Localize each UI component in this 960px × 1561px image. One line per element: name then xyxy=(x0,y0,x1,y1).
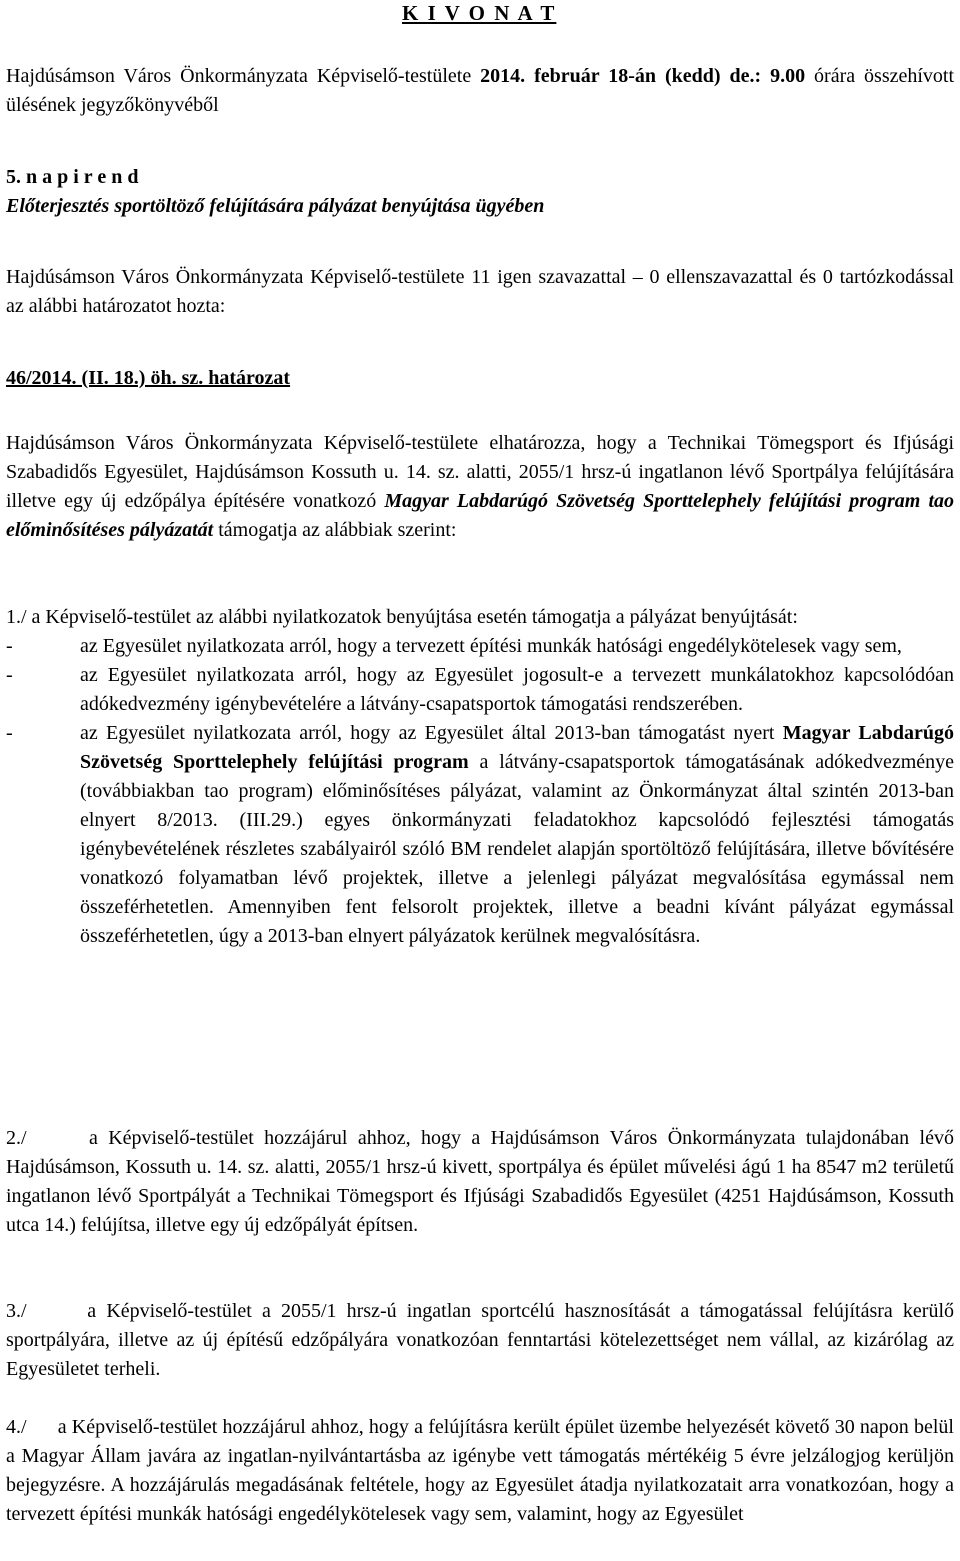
point-1 xyxy=(6,603,954,951)
resolution-id-block xyxy=(6,364,954,393)
point-2-text: 2./ a Képviselő-testület hozzájárul ahhoz, hogy a Hajdúsámson Város Önkormányzata tulajdonában lévő Hajdúsámson, Kossuth u. 14. sz. alatti, 2055/1 hrsz-ú kivett, sportpálya és épület művelési ágú 1 ha 8547 m2 területű ingatlanon lévő Sportpályát a Technikai Tömegsport és Ifjúsági Szabadidős Egyesület (4251 Hajdúsámson, Kossuth utca 14.) felújítsa, illetve egy új edzőpályát építsen. xyxy=(6,1127,959,1236)
point-1-item-3-rest: a látvány-csapatsportok támogatásának adókedvezménye (továbbiakban tao program) előminősítéses pályázat, valamint az Önkormányzat által szintén 2013-ban elnyert 8/2013. (III.29.) egyes önkormányzati feladatokhoz kapcsolódó fejlesztési támogatás igénybevételének részletes szabályairól szóló BM rendelet alapján sportöltöző felújítására, illetve bővítésére vonatkozó folyamatban lévő projektek, illetve a jelenlegi pályázat megvalósítása egymással nem összeférhetetlen. Amennyiben fent felsorolt projektek, illetve a beadni kívánt pályázat egymással összeférhetetlen, úgy a 2013-ban elnyert pályázatok kerülnek megvalósításra. xyxy=(80,751,955,947)
decision-program: Magyar Labdarúgó Szövetség Sporttelephely felújítási program tao előminősítéses pályázatát xyxy=(6,490,954,541)
list-dash: - xyxy=(6,722,13,744)
list-dash: - xyxy=(6,664,13,686)
document-title: K I V O N A T xyxy=(402,1,557,25)
point-1-item-3-lead: az Egyesület nyilatkozata arról, hogy az Egyesület által 2013-ban támogatást nyert xyxy=(80,722,775,744)
intro-rest: órára összehívott ülésének jegyzőkönyvéből xyxy=(6,65,955,116)
point-1-intro: 1./ a Képviselő-testület az alábbi nyilatkozatok benyújtása esetén támogatja a pályázat benyújtását: xyxy=(6,606,798,628)
point-4-text: 4./ a Képviselő-testület hozzájárul ahhoz, hogy a felújításra került épület üzembe helyezését követő 30 napon belül a Magyar Állam javára az ingatlan-nyilvántartásba az igénybe vett támogatás mértékéig 5 évre jelzálogjog kerüljön bejegyzésre. A hozzájárulás megadásának feltétele, hogy az Egyesület átadja nyilatkozatait arra vonatkozóan, hogy a tervezett építési munkák hatósági engedélykötelesek vagy sem, valamint, hogy az Egyesület xyxy=(6,1416,959,1525)
decision-text: Hajdúsámson Város Önkormányzata Képviselő-testülete elhatározza, hogy a Technikai Tömegsport és Ifjúsági Szabadidős Egyesület, Hajdúsámson Kossuth u. 14. sz. alatti, 2055/1 hrsz-ú ingatlanon lévő Sportpálya felújítására illetve egy új edzőpálya építésére vonatkozó xyxy=(6,432,954,512)
decision-support: támogatja az alábbiak szerint: xyxy=(218,519,457,541)
list-item xyxy=(6,632,954,661)
list-item xyxy=(6,661,954,719)
vote-text: Hajdúsámson Város Önkormányzata Képviselő-testülete 11 igen szavazattal – 0 ellenszavazattal és 0 tartózkodással az alábbi határozatot hozta: xyxy=(6,266,954,317)
intro-council: Hajdúsámson Város Önkormányzata Képviselő-testülete xyxy=(6,65,472,87)
intro-time: 9.00 xyxy=(770,65,806,87)
list-item xyxy=(6,719,954,951)
meeting-intro xyxy=(6,62,954,120)
intro-date: 2014. február 18-án (kedd) de.: xyxy=(480,65,762,87)
vote-paragraph xyxy=(6,263,954,321)
point-3 xyxy=(6,1297,959,1384)
decision-paragraph xyxy=(6,429,954,545)
resolution-id: 46/2014. (II. 18.) öh. sz. határozat xyxy=(6,367,291,389)
point-2 xyxy=(6,1124,959,1240)
agenda-title: Előterjesztés sportöltöző felújítására pályázat benyújtása ügyében xyxy=(6,195,545,217)
point-1-item-3-program: Magyar Labdarúgó Szövetség Sporttelephely felújítási program xyxy=(80,722,955,773)
agenda-header xyxy=(6,163,954,221)
point-1-item-1: az Egyesület nyilatkozata arról, hogy a tervezett építési munkák hatósági engedélykötelesek vagy sem, xyxy=(80,635,902,657)
point-4 xyxy=(6,1413,959,1529)
point-1-item-2: az Egyesület nyilatkozata arról, hogy az Egyesület jogosult-e a tervezett munkálatokhoz kapcsolódóan adókedvezmény igénybevételére a látvány-csapatsportok támogatási rendszerében. xyxy=(80,664,954,715)
list-dash: - xyxy=(6,635,13,657)
point-3-text: 3./ a Képviselő-testület a 2055/1 hrsz-ú ingatlan sportcélú hasznosítását a támogatással felújításra kerülő sportpályára, illetve az új építésű edzőpályára vonatkozóan fenntartási kötelezettséget nem vállal, az kizárólag az Egyesületet terheli. xyxy=(6,1300,959,1380)
agenda-number: 5. n a p i r e n d xyxy=(6,166,139,188)
